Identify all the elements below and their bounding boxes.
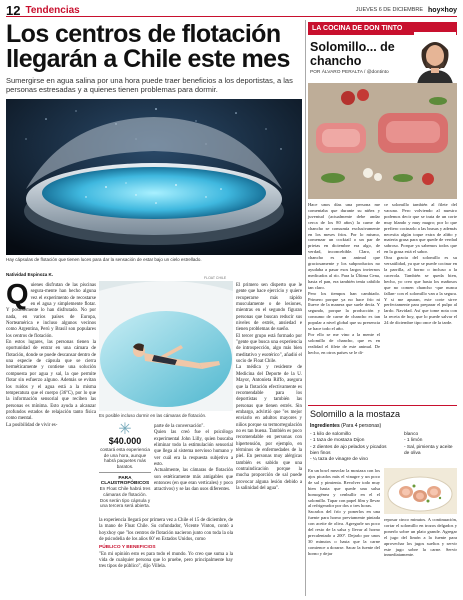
article-headline <box>6 22 302 72</box>
article-column-3: El primero sen disperto que le gente que hace ejercicio y quiere recuperarse más rápido musculamente o de lesiones, mientras en el segundo figuran personas que buscan reducir sus niveles de estrés, ansiedad e tienen problemas de sueño. El tercer grupo está formado por "gente que busca una experiencia de introspección, algo más bien meditativo y esotérico", añadió el socio de Float Chile. La médica y residente de Medicina del Deporte de la U. Mayor, Antonieta Riffo, asegura que la flotación efectivamente es recomendable para los deportistas y también las personas que tienen estrés. Sin embargo, advirtió que "es mejor enviarlo en adultos mayores y niños porque su termorregulación no es tan buena. También es poco recomendable en personas con hipertensión, por ejemplo, en términos de enfermedades de la piel. En personas muy alérgicas también es sabido que una contraindicación porque la mucha proporción de sal puede provocar alguna lesión debido a la salinidad del agua". <box>236 283 302 491</box>
mustard-tenderloin-illustration <box>384 468 457 514</box>
page-number: 12 <box>6 2 21 18</box>
woman-floating-photo <box>99 281 233 411</box>
ingredients-portion: (Para 4 personas) <box>341 423 382 429</box>
article-deck: Sumergirse en agua salina por una hora puede traer beneficios a los deportistas, a las personas estresadas y a quienes tienen problemas para dormir. <box>6 76 293 94</box>
woman-floating-illustration <box>99 281 233 411</box>
recipe-method-2: reposar cinco minutos. A continuación, cortar el solomillo en trozos delgados y ponerlo sobre un plato grande. Agregar el jugo del limón a la fuente para aprovechar los jugos sueltos y servir este jugo sobre la carne. Servir inmediatamente. <box>384 517 457 558</box>
ingredient-item: - 2 dientes de ajo pelados y picados bien finos <box>310 444 387 456</box>
price-infobox <box>99 421 151 514</box>
info-price-text: costará esta experiencia de una hora, aunque habrá paquetes más baratos. <box>100 447 150 469</box>
article-column-2c <box>99 518 233 571</box>
recipe-subtitle: Solomillo a la mostaza <box>310 409 401 419</box>
flotation-capsule-photo <box>6 99 302 255</box>
column-1-text: uienes disfrutan de las piscinas segura-mente han hecho alguna vez el experimento de recostarse en el agua y simplemente flotar. Y posiblemente lo han disfrutado. No por nada, en varios países de Europa, Norteamérica e incluso algunos vecinos como Argentina, Perú y Brasil son populares los centros de flotación. En estos lugares, las personas tienen la oportunidad de entrar en una cámara de flotación, donde se puede descansar dentro de una especie de cápsula que se cierra herméticamente y contiene una solución compuesta por agua y sal, la que permite flotar sin esfuerzo alguno. Además se evitan los ruidos y el agua está a la misma temperatura que el cuerpo (36ºC), por lo que la información sensorial que reciben las personas es mínima. Esto ayuda a alcanzar profundos estados de relajación tanto física como mental. La posibilidad de vivir es- <box>6 283 96 428</box>
section-title: Tendencias <box>25 4 80 16</box>
page-header <box>6 4 457 17</box>
flotation-capsule-illustration <box>6 99 302 255</box>
recipe-column-2: ce solomillo también al filete del vacuno. Pero volviendo al nuestro podemos decir que se trata de un corte muy blando y muy magro; por lo que prefiero cocinarlo a las brasas y además necesita algún toque extra de aliño y materia grasa para que quede de verdad sabroso. Porque ya sabemos todos que en la grasa está el sabor. Otra gracia del solomillo es su versatilidad, ya que se puede cocinar en la parrilla, al horno o incluso a la cacerola. También se queda bien, hecho, yo creo que hasta los mañosos que no comen chancho -que nunca fallan- con el solomillo van a la segura. Y si me apuran, este corte sirve perfectamente para preparar el pulpo al lardo. Navidad. Así que tome nota con la receta de hoy, que lo puede salvar el 24 de diciembre tipo once de la tarde. <box>384 202 457 326</box>
publication-date: JUEVES 6 DE DICIEMBRE <box>355 7 424 13</box>
ingredients-list-right <box>404 432 457 457</box>
recipe-divider <box>308 405 457 406</box>
photo2-credit: FLOAT CHILE <box>204 276 227 280</box>
article-byline: Natividad Espinoza K. <box>6 272 54 277</box>
photo-caption: Hay cápsulas de flotación que tienen luces para dar la sensación de estar bajo un cielo estrellado. <box>6 257 202 262</box>
asterisk-icon: ✳ <box>118 421 132 438</box>
chef-portrait <box>414 32 456 84</box>
info-text: En Float Chile habrá tres cámaras de flotación. Dos serán tipo cápsula y una tercera será abierta. <box>99 486 151 509</box>
pork-tenderloin-photo <box>308 83 457 199</box>
recipe-title-line-2: chancho <box>310 54 362 68</box>
ingredient-item: - ¼ taza de vinagre de vino <box>310 457 368 463</box>
ingredients-heading <box>310 423 381 429</box>
info-price: $40.000 <box>108 436 142 446</box>
ingredient-item: blanco <box>404 432 419 437</box>
headline-line-2: llegarán a Chile este mes <box>6 45 290 73</box>
recipe-method-1: En un bowl mezclar la mostaza con los ajos picados más el vinagre y un poco de sal y pimienta. Revolver todo muy bien hasta que quede una salsa homogénea y cenbullir en el el solomillo. Tapar con papel film y llevar al refrigerador por dos o tres horas. Sacarlos del frío y ponerlos en una fuente para horno previamente pintada con aceite de oliva. Agregarle un poco del resto de la salsa y llevar al horno precalentado a 200º. Dejarlo por unos 30 minutos o hasta que la carne comience a dorarse. Sacar la fuente del horno y dejar <box>308 468 380 556</box>
section-subhead: PÚBLICO Y BENEFICIOS <box>99 545 156 551</box>
drop-cap: Q <box>6 279 29 311</box>
column-2c-text: la experiencia llegará por primera vez a Chile el 15 de diciembre, de la mano de Float Chile. Su cofundador, Vicente Vinton, contó a hoyxhoy que "los centros de flotación nacieron junto con toda la ola de psicodelia de los años 60' en Estados Unidos, como <box>99 518 233 543</box>
ingredient-item: - 1 kilo de solomillo <box>310 432 351 437</box>
column-2c-text-b: "En mi opinión esto es para todo el mundo. Yo creo que suma a la vida de cualquier persona que lo pruebe, pero principalmente hay tres tipos de público", dijo Villela. <box>99 551 233 570</box>
pork-tenderloin-illustration <box>308 83 457 199</box>
mustard-tenderloin-photo <box>384 468 457 514</box>
info-divider <box>99 472 151 473</box>
photo2-caption: Es posible incluso dormir en las cámaras de flotación. <box>99 413 207 418</box>
ingredients-label: Ingredientes <box>310 423 340 429</box>
ingredient-item: - 1 taza de mostaza Dijon <box>310 438 365 444</box>
column-divider <box>305 20 306 596</box>
recipe-title-line-1: Solomillo... de <box>310 40 395 54</box>
ingredient-item: - 1 limón <box>404 438 423 444</box>
article-column-2b: parte de la conversación". Quien las creó fue el psicólogo experimental John Lilly, quien buscaba eliminar todo la estimulación sensorial que llega al sistema nervioso humano y ver cuál era la respuesta subjetiva a esto. Actualmente, las cámaras de flotación son estéticamente más amigables que entonces (en que eran verticales) y poco atractivos) y se las dan usos diferentes. <box>154 424 233 493</box>
chef-illustration <box>414 32 456 84</box>
headline-line-1: Los centros de flotación <box>6 20 281 48</box>
article-column-1 <box>6 279 96 429</box>
ingredients-list-left <box>310 432 396 463</box>
recipe-column-1: Hace unos días una persona me comentaba que durante su niñez y juventud (actualmente debe andar cerca de los 80 años) la carne de chancho se consumía exclusivamente en los meses fríos. Por lo mismo, comenzar un cocktail o un par de prietas en diciembre era algo, de verdad, inconcebible. Claro, el chancho es un animal que graciosamente y los subproductos no ayudaba a pasar esos largos inviernos medicados al río. Para la Última Cena, hasta el pan, era también tenía cabildo tan claro. Pero los tiempos han cambiado. Primero porque ya no hace frío ni llueve de la manera que suele decía. Y segundo, porque la producción y consumo de carne de chancho es tan popular a nivel global que su presencia se hace todo el año. Por ello se me vino a la mente el solomillo de chancho, que es en realidad el filete de este animal. De hecho, en otros países se le di- <box>308 202 380 355</box>
recipe-byline: POR ÁLVARO PERALTA / @dontinto <box>310 70 389 75</box>
info-heading: PARA CLAUSTROFÓBICOS <box>100 476 150 487</box>
newspaper-logo: hoy×hoy <box>428 6 457 14</box>
recipe-title <box>310 40 410 68</box>
recipe-section-tag: LA COCINA DE DON TINTO <box>308 22 457 35</box>
ingredient-item: - Sal, pimienta y aceite de oliva <box>404 444 453 456</box>
